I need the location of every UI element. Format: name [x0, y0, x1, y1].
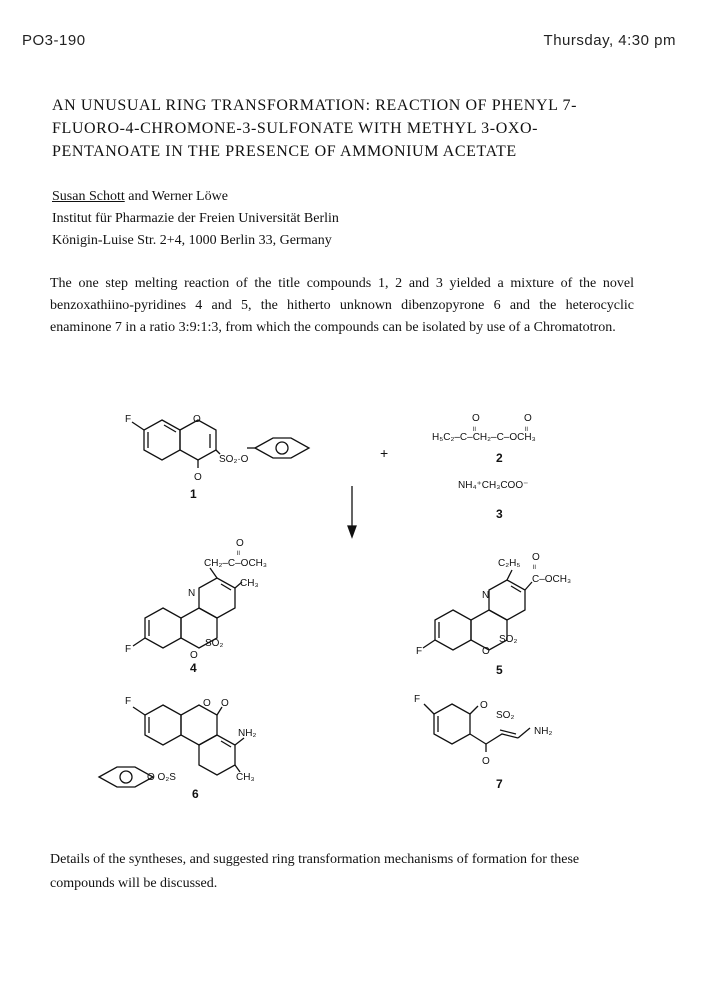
abstract-text: The one step melting reaction of the title compounds 1, 2 and 3 yielded a mixture of the novel benzoxathiino-pyridines 4 and 5, the hitherto unknown dibenzopyrone 6 and the heterocyclic enaminone 7 in a ratio 3:9:1:3, from which the compounds can be isolated by use of a Chromatotron.	[50, 276, 634, 335]
c3-formula: NH₄⁺CH₃COO⁻	[458, 480, 529, 491]
title-line: AN UNUSUAL RING TRANSFORMATION: REACTION OF PHENYL 7-	[52, 97, 578, 114]
c1-fluorine: F	[125, 414, 132, 425]
c7-sulfonyl: SO₂	[496, 710, 515, 721]
c7-amino: NH₂	[534, 726, 553, 737]
c5-sulfonyl: SO₂	[499, 634, 518, 645]
c4-side-chain: CH₂–C–OCH₃	[204, 558, 267, 569]
reaction-arrow	[348, 486, 356, 537]
c6-ring-oxygen: O	[203, 698, 211, 709]
c4-methyl: CH₃	[240, 578, 259, 589]
c5-ester: C–OCH₃	[532, 574, 572, 585]
session-time: Thursday, 4:30 pm	[543, 32, 676, 49]
c6-keto-oxygen: O	[221, 698, 229, 709]
title-line: PENTANOATE IN THE PRESENCE OF AMMONIUM ACETATE	[52, 143, 517, 160]
compound-3-label: 3	[496, 507, 503, 521]
c2-oxo-1: O	[472, 413, 480, 424]
compound-4-structure	[133, 568, 242, 648]
compound-5-label: 5	[496, 663, 503, 677]
c4-oxygen: O	[190, 650, 198, 661]
c4-fluorine: F	[125, 644, 132, 655]
c6-fluorine: F	[125, 696, 132, 707]
affiliation-line-1: Institut für Pharmazie der Freien Universität Berlin	[52, 211, 339, 226]
c2-double-bond-1: ॥	[472, 426, 477, 433]
c7-fluorine: F	[414, 694, 421, 705]
c4-double-bond: ॥	[236, 550, 241, 557]
c5-ester-oxygen: O	[532, 552, 540, 563]
abstract-code: PO3-190	[22, 32, 86, 49]
c2-oxo-2: O	[524, 413, 532, 424]
c1-keto-oxygen: O	[194, 472, 202, 483]
compound-1-label: 1	[190, 487, 197, 501]
c2-double-bond-2: ॥	[524, 426, 529, 433]
c4-sulfonyl: SO₂	[205, 638, 224, 649]
c7-ring-oxygen: O	[480, 700, 488, 711]
c5-fluorine: F	[416, 646, 423, 657]
compound-6-label: 6	[192, 787, 199, 801]
author-line	[52, 186, 339, 208]
c2-formula: H₅C₂–C–CH₂–C–OCH₃	[432, 432, 536, 443]
c4-ester-oxygen: O	[236, 538, 244, 549]
reaction-scheme	[0, 400, 704, 820]
author-first: Susan Schott	[52, 189, 125, 204]
affiliation-line-2: Königin-Luise Str. 2+4, 1000 Berlin 33, Germany	[52, 233, 332, 248]
c1-sulfonate: SO₂·O	[219, 454, 249, 465]
paper-title	[52, 94, 612, 163]
c5-oxygen: O	[482, 646, 490, 657]
c6-amino: NH₂	[238, 728, 257, 739]
author-joiner: and	[124, 189, 152, 204]
c7-keto-oxygen: O	[482, 756, 490, 767]
compound-7-label: 7	[496, 777, 503, 791]
c1-ring-oxygen: O	[193, 414, 201, 425]
title-line: FLUORO-4-CHROMONE-3-SULFONATE WITH METHYL 3-OXO-	[52, 120, 539, 137]
c6-sulfonate-ester: O O₂S	[147, 772, 176, 783]
c5-nitrogen: N	[482, 590, 490, 601]
plus-sign: +	[380, 445, 389, 461]
c6-methyl: CH₃	[236, 772, 255, 783]
author-block	[52, 186, 339, 252]
compound-2-label: 2	[496, 451, 503, 465]
c5-double-bond: ॥	[532, 564, 537, 571]
c5-ethyl: C₂H₅	[498, 558, 521, 569]
c4-nitrogen: N	[188, 588, 196, 599]
compound-4-label: 4	[190, 661, 197, 675]
closing-text: Details of the syntheses, and suggested ring transformation mechanisms of formation for these compounds will be discussed.	[50, 852, 580, 891]
author-second: Werner Löwe	[151, 189, 228, 204]
